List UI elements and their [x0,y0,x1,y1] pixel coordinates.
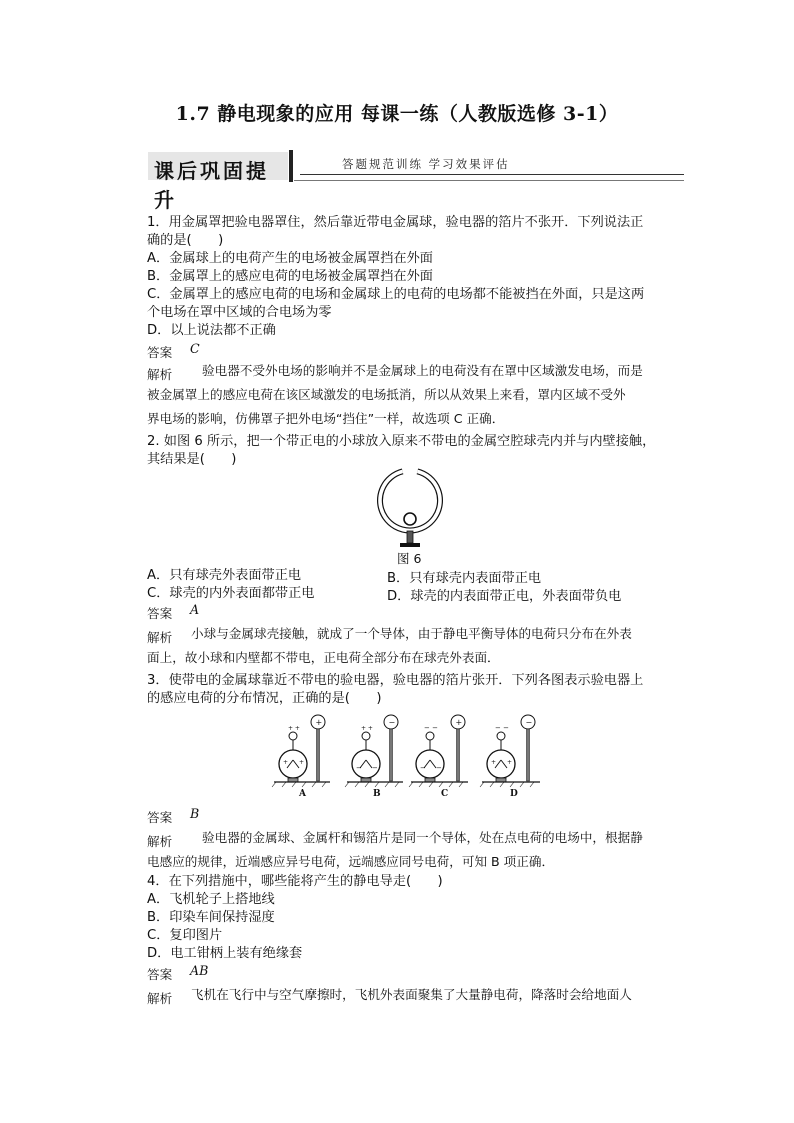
q3-explanation-line2: 电感应的规律，近端感应异号电荷，远端感应同号电荷，可知 B 项正确． [147,854,555,869]
q2-stem-line1: 2. 如图 6 所示，把一个带正电的小球放入原来不带电的金属空腔球壳内并与内壁接触， [147,434,656,449]
banner-rule-lower [294,180,684,181]
q1-option-b: B．金属罩上的感应电荷的电场被金属罩挡在外面 [147,269,433,284]
q2-option-c: C．球壳的内外表面都带正电 [147,586,315,601]
q3-stem-line2: 的感应电荷的分布情况，正确的是( ) [147,691,382,706]
svg-text:+ +: + + [361,725,373,732]
figure-c-charge: + [455,718,463,727]
q4-option-b: B．印染车间保持湿度 [147,910,275,925]
banner-rule [300,174,684,175]
q1-option-a: A．金属球上的电荷产生的电场被金属罩挡在外面 [147,251,433,266]
q2-option-b: B．只有球壳内表面带正电 [387,571,542,586]
q1-explanation-label: 解析 [147,367,173,382]
electroscope-figure-a [272,715,330,787]
figure-a-top-charges: + + [288,725,300,732]
q1-explanation-line3: 界电场的影响，仿佛罩子把外电场“挡住”一样，故选项 C 正确． [147,411,505,426]
q2-explanation-line2: 面上，故小球和内壁都不带电，正电荷全部分布在球壳外表面． [147,650,500,665]
q1-option-c-line1: C．金属罩上的感应电荷的电场和金属球上的电荷的电场都不能被挡在外面，只是这两 [147,287,645,302]
q2-stem-line2: 其结果是( ) [147,452,237,467]
q3-answer: B [190,806,200,821]
svg-text:−: − [420,764,426,772]
q1-explanation-line1: 验电器不受外电场的影响并不是金属球上的电荷没有在罩中区域激发电场，而是 [202,363,643,378]
svg-text:+: + [283,759,289,766]
q4-option-a: A．飞机轮子上搭地线 [147,892,275,907]
electroscope-figure-d [480,715,540,787]
q4-option-c: C．复印图片 [147,928,223,943]
figure-label-c: C [441,789,449,799]
svg-text:+: + [491,759,497,766]
electroscope-figure-c [409,715,468,787]
banner-label-box [148,152,288,212]
svg-text:+: + [507,759,513,766]
page-title: 1.7 静电现象的应用 每课一练（人教版选修 3-1） [175,103,619,125]
figure-b-charge: − [388,718,396,727]
banner-subtitle: 答题规范训练 学习效果评估 [342,157,510,171]
svg-text:−: − [436,764,442,772]
svg-text:+: + [299,759,305,766]
q4-answer: AB [190,963,209,978]
q3-explanation-label: 解析 [147,834,173,849]
figure-6-spherical-shell [370,468,450,552]
q4-option-d: D．电工钳柄上装有绝缘套 [147,946,303,961]
q3-stem-line1: 3．使带电的金属球靠近不带电的验电器，验电器的箔片张开．下列各图表示验电器上 [147,673,644,688]
q1-stem-line1: 1．用金属罩把验电器罩住，然后靠近带电金属球，验电器的箔片不张开．下列说法正 [147,215,644,230]
q4-explanation-label: 解析 [147,991,173,1006]
q4-answer-label: 答案 [147,967,173,982]
q4-explanation-line1: 飞机在飞行中与空气摩擦时，飞机外表面聚集了大量静电荷，降落时会给地面人 [191,987,632,1002]
q1-option-c-line2: 个电场在罩中区域的合电场为零 [147,305,332,320]
figure-label-a: A [299,789,306,799]
q2-option-d: D．球壳的内表面带正电，外表面带负电 [387,589,622,604]
figure-a-charge: + [315,718,323,727]
q2-answer-label: 答案 [147,606,173,621]
q3-explanation-line1: 验电器的金属球、金属杆和锡箔片是同一个导体，处在点电荷的电场中，根据静 [202,830,643,845]
figure-6-caption: 图 6 [397,551,422,566]
q1-option-d: D．以上说法都不正确 [147,323,276,338]
figure-label-b: B [373,789,381,799]
q2-answer: A [190,602,200,617]
q1-answer-label: 答案 [147,345,173,360]
svg-text:− −: − − [495,724,509,732]
figure-d-charge: − [525,718,533,727]
svg-text:− −: − − [424,724,438,732]
electroscope-figure-b [345,715,403,787]
banner-label: 课后巩固提升 [154,159,269,212]
q2-option-a: A．只有球壳外表面带正电 [147,568,302,583]
q1-explanation-line2: 被金属罩上的感应电荷在该区域激发的电场抵消，所以从效果上来看，罩内区域不受外 [147,387,626,402]
q1-answer: C [190,341,200,356]
q2-explanation-label: 解析 [147,630,173,645]
section-banner [148,150,684,212]
q1-stem-line2: 确的是( ) [147,233,224,248]
q2-explanation-line1: 小球与金属球壳接触，就成了一个导体，由于静电平衡导体的电荷只分布在外表 [191,626,632,641]
svg-text:−: − [356,764,362,772]
q4-stem: 4．在下列措施中，哪些能将产生的静电导走( ) [147,874,443,889]
svg-text:−: − [372,764,378,772]
q3-answer-label: 答案 [147,810,173,825]
banner-divider [289,150,293,182]
figure-label-d: D [510,789,518,799]
